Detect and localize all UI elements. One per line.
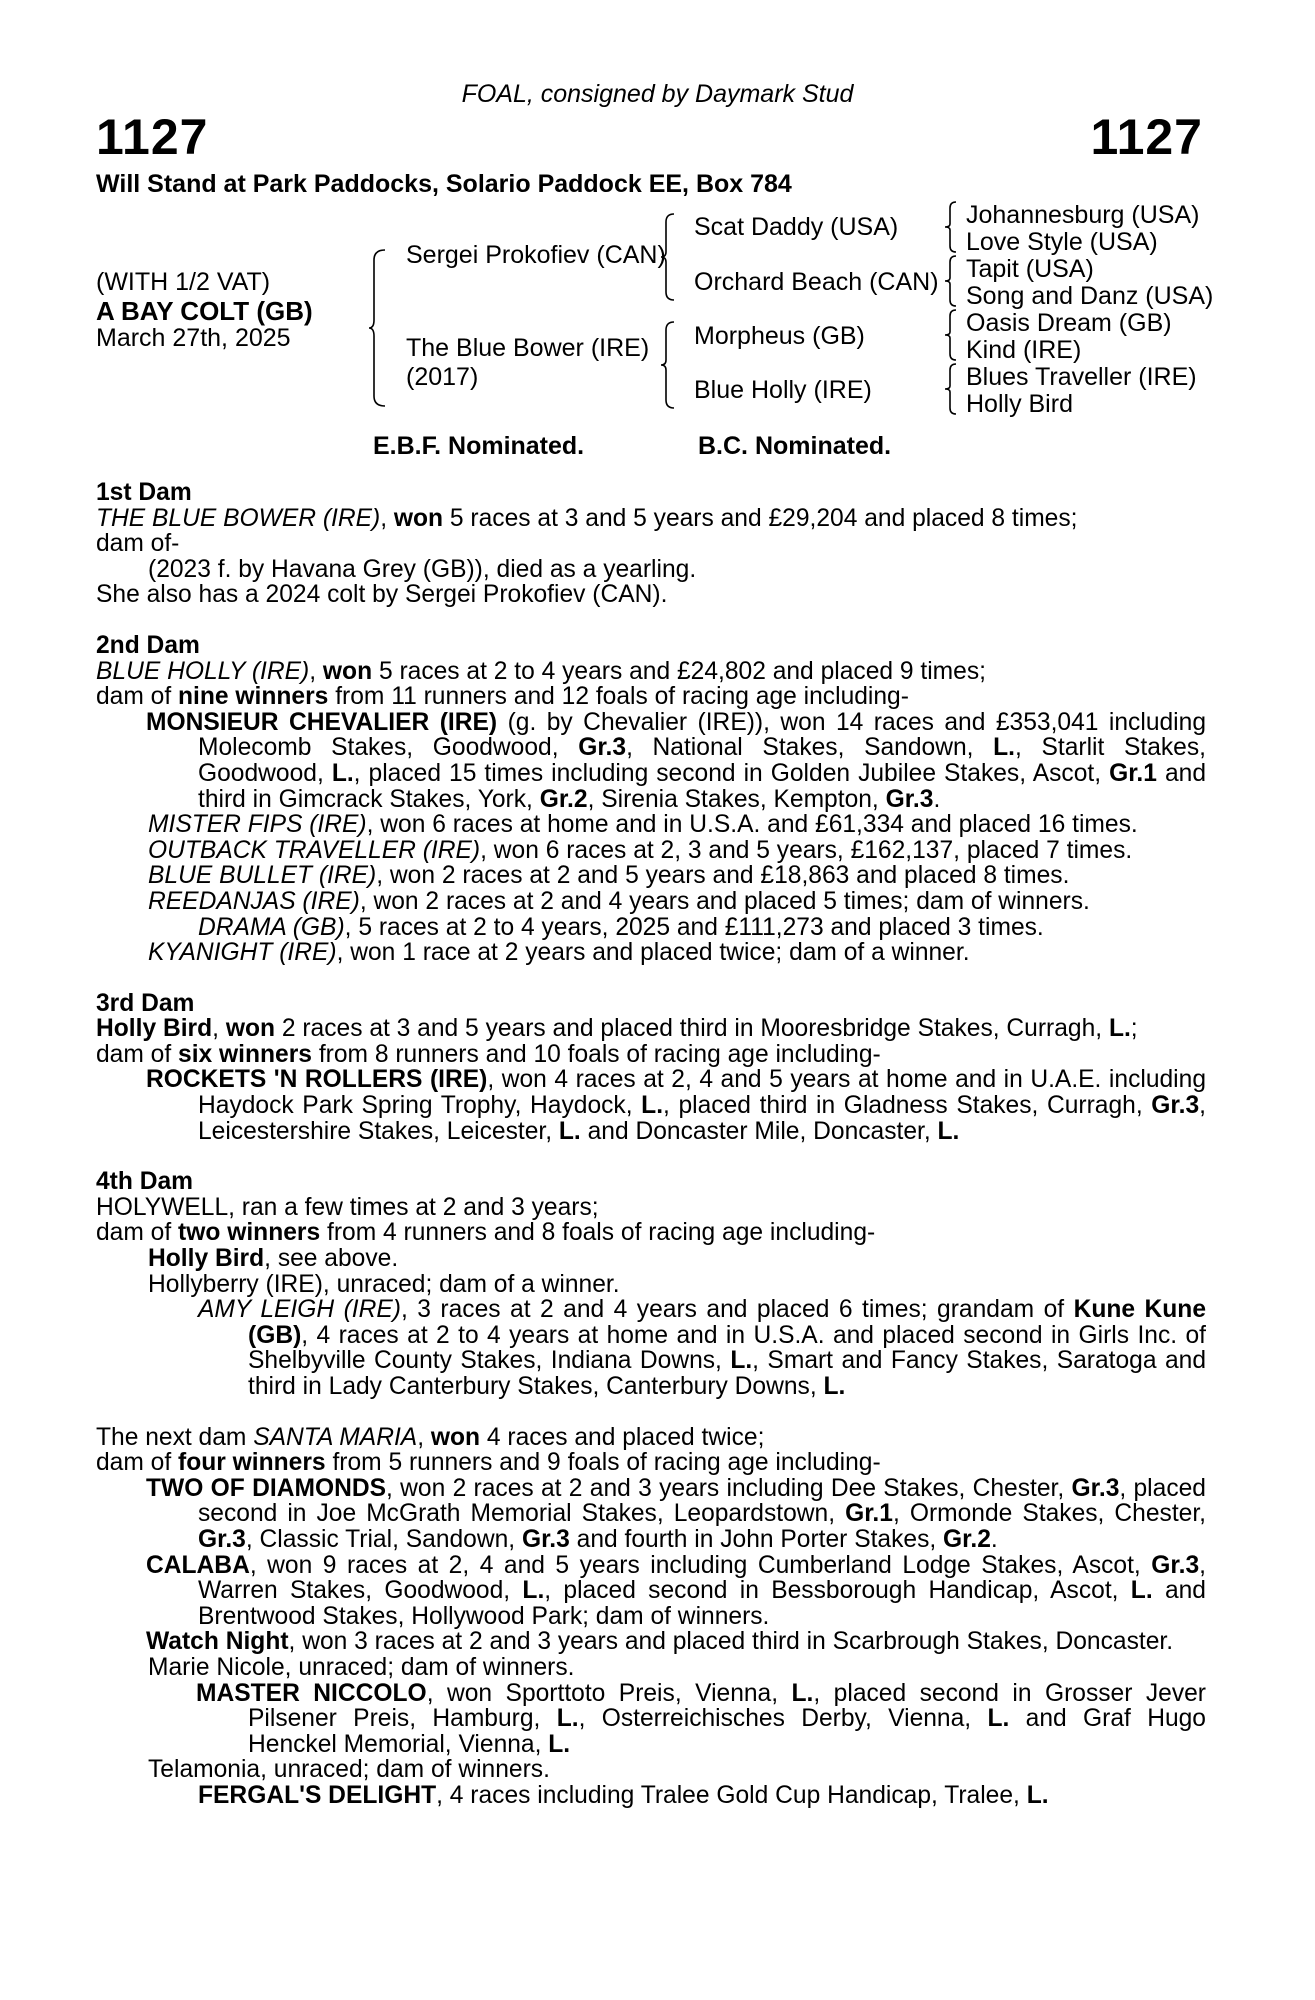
produce-record: Marie Nicole, unraced; dam of winners. — [148, 1653, 575, 1681]
pedigree-brace-g3-2 — [944, 254, 958, 308]
pedigree-g3-2: Love Style (USA) — [966, 228, 1158, 256]
dam-record: BLUE HOLLY (IRE), won 5 races at 2 to 4 years and £24,802 and placed 9 times; — [96, 657, 986, 685]
pedigree-g3-5: Oasis Dream (GB) — [966, 309, 1172, 337]
produce-record: CALABA, won 9 races at 2, 4 and 5 years including Cumberland Lodge Stakes, Ascot, Gr.3, Warren Stakes, Goodwood, L., placed second in Bessborough Handicap, Ascot, L. and Brentwood Stakes, Hollywood Park; dam of winners. — [146, 1551, 1206, 1630]
grand-produce-record: MASTER NICCOLO, won Sporttoto Preis, Vienna, L., placed second in Grosser Jever Pilsener Preis, Hamburg, L., Osterreichisches Derby, Vienna, L. and Graf Hugo Henckel Memorial, Vienna, L. — [196, 1679, 1206, 1758]
produce-record: MISTER FIPS (IRE), won 6 races at home and in U.S.A. and £61,334 and placed 16 times. — [148, 811, 1138, 839]
fourth-dam-section — [96, 1169, 1206, 1399]
pedigree-g3-7: Blues Traveller (IRE) — [966, 363, 1197, 391]
pedigree-sire-dam: Orchard Beach (CAN) — [694, 268, 939, 296]
horse-name: A BAY COLT (GB) — [96, 296, 313, 326]
lot-number-left: 1127 — [96, 109, 209, 165]
dam-of-line: dam of six winners from 8 runners and 10 foals of racing age including- — [96, 1040, 881, 1068]
pedigree-sire-sire: Scat Daddy (USA) — [694, 213, 899, 241]
produce-record: Watch Night, won 3 races at 2 and 3 years and placed third in Scarbrough Stakes, Doncaster. — [146, 1628, 1174, 1656]
produce-record: (2023 f. by Havana Grey (GB)), died as a yearling. — [148, 555, 697, 583]
catalogue-content — [96, 480, 1206, 1834]
pedigree-g3-8: Holly Bird — [966, 390, 1073, 418]
dam-record: HOLYWELL, ran a few times at 2 and 3 years; — [96, 1193, 599, 1221]
pedigree-sire: Sergei Prokofiev (CAN) — [406, 241, 666, 269]
pedigree-dam-sire: Morpheus (GB) — [694, 322, 865, 350]
grand-produce-record: AMY LEIGH (IRE), 3 races at 2 and 4 years and placed 6 times; grandam of Kune Kune (GB), 4 races at 2 to 4 years at home and in U.S.A. and placed second in Girls Inc. of Shelbyville County Stakes, Indiana Downs, L., Smart and Fancy Stakes, Saratoga and third in Lady Canterbury Stakes, Canterbury Downs, L. — [198, 1296, 1206, 1400]
pedigree-brace-g3-3 — [944, 308, 958, 362]
produce-record: MONSIEUR CHEVALIER (IRE) (g. by Chevalier (IRE)), won 14 races and £353,041 including Molecomb Stakes, Goodwood, Gr.3, National Stakes, Sandown, L., Starlit Stakes, Goodwood, L., placed 15 times including second in Golden Jubilee Stakes, Ascot, Gr.1 and third in Gimcrack Stakes, York, Gr.2, Sirenia Stakes, Kempton, Gr.3. — [146, 708, 1206, 813]
pedigree-dam-dam: Blue Holly (IRE) — [694, 376, 872, 404]
pedigree-brace-g3-1 — [944, 200, 958, 254]
first-dam-section — [96, 480, 1206, 608]
next-dam-section — [96, 1425, 1206, 1809]
grand-produce-record: FERGAL'S DELIGHT, 4 races including Tralee Gold Cup Handicap, Tralee, L. — [198, 1781, 1049, 1809]
dam-record: Holly Bird, won 2 races at 3 and 5 years and placed third in Mooresbridge Stakes, Curragh, L.; — [96, 1015, 1138, 1043]
pedigree-g3-1: Johannesburg (USA) — [966, 201, 1200, 229]
consignment-line: FOAL, consigned by Daymark Stud — [461, 80, 854, 108]
produce-record: REEDANJAS (IRE), won 2 races at 2 and 4 years and placed 5 times; dam of winners. — [148, 887, 1090, 915]
lot-number-right: 1127 — [1090, 109, 1203, 165]
third-dam-section — [96, 991, 1206, 1145]
produce-record: Telamonia, unraced; dam of winners. — [148, 1756, 550, 1784]
dam-record: THE BLUE BOWER (IRE), won 5 races at 3 and 5 years and £29,204 and placed 8 times; — [96, 504, 1078, 532]
section-heading: 3rd Dam — [96, 989, 195, 1017]
pedigree-brace-main — [368, 248, 388, 408]
dam-of-line: dam of four winners from 5 runners and 9 foals of racing age including- — [96, 1449, 881, 1477]
section-heading: 4th Dam — [96, 1168, 194, 1196]
pedigree-g3-4: Song and Danz (USA) — [966, 282, 1214, 310]
produce-note: She also has a 2024 colt by Sergei Prokofiev (CAN). — [96, 581, 668, 609]
grand-produce-record: DRAMA (GB), 5 races at 2 to 4 years, 2025 and £111,273 and placed 3 times. — [198, 913, 1044, 941]
dam-record: The next dam SANTA MARIA, won 4 races and placed twice; — [96, 1423, 765, 1451]
stand-location: Will Stand at Park Paddocks, Solario Paddock EE, Box 784 — [96, 170, 792, 198]
pedigree-dam: The Blue Bower (IRE) — [406, 334, 650, 362]
dam-of-line: dam of- — [96, 530, 180, 558]
ebf-nomination: E.B.F. Nominated. — [373, 432, 585, 460]
pedigree-g3-3: Tapit (USA) — [966, 255, 1094, 283]
produce-record: TWO OF DIAMONDS, won 2 races at 2 and 3 years including Dee Stakes, Chester, Gr.3, placed second in Joe McGrath Memorial Stakes, Leopardstown, Gr.1, Ormonde Stakes, Chester, Gr.3, Classic Trial, Sandown, Gr.3 and fourth in John Porter Stakes, Gr.2. — [146, 1474, 1207, 1553]
second-dam-section — [96, 633, 1206, 966]
pedigree-dam-year: (2017) — [406, 363, 479, 391]
produce-record: BLUE BULLET (IRE), won 2 races at 2 and 5 years and £18,863 and placed 8 times. — [148, 862, 1070, 890]
dam-of-line: dam of nine winners from 11 runners and 12 foals of racing age including- — [96, 683, 909, 711]
foaling-date: March 27th, 2025 — [96, 324, 291, 352]
produce-record: OUTBACK TRAVELLER (IRE), won 6 races at 2, 3 and 5 years, £162,137, placed 7 times. — [148, 836, 1133, 864]
vat-note: (WITH 1/2 VAT) — [96, 268, 271, 296]
section-heading: 2nd Dam — [96, 631, 200, 659]
bc-nomination: B.C. Nominated. — [698, 432, 892, 460]
produce-record: Holly Bird, see above. — [148, 1245, 399, 1273]
produce-record: Hollyberry (IRE), unraced; dam of a winner. — [148, 1270, 620, 1298]
pedigree-brace-g3-4 — [944, 362, 958, 416]
section-heading: 1st Dam — [96, 479, 192, 506]
dam-of-line: dam of two winners from 4 runners and 8 foals of racing age including- — [96, 1219, 876, 1247]
pedigree-g3-6: Kind (IRE) — [966, 336, 1082, 364]
pedigree-brace-dam — [660, 320, 676, 410]
produce-record: ROCKETS 'N ROLLERS (IRE), won 4 races at 2, 4 and 5 years at home and in U.A.E. including Haydock Park Spring Trophy, Haydock, L., placed third in Gladness Stakes, Curragh, Gr.3, Leicestershire Stakes, Leicester, L. and Doncaster Mile, Doncaster, L. — [146, 1066, 1207, 1145]
produce-record: KYANIGHT (IRE), won 1 race at 2 years and placed twice; dam of a winner. — [148, 939, 970, 967]
